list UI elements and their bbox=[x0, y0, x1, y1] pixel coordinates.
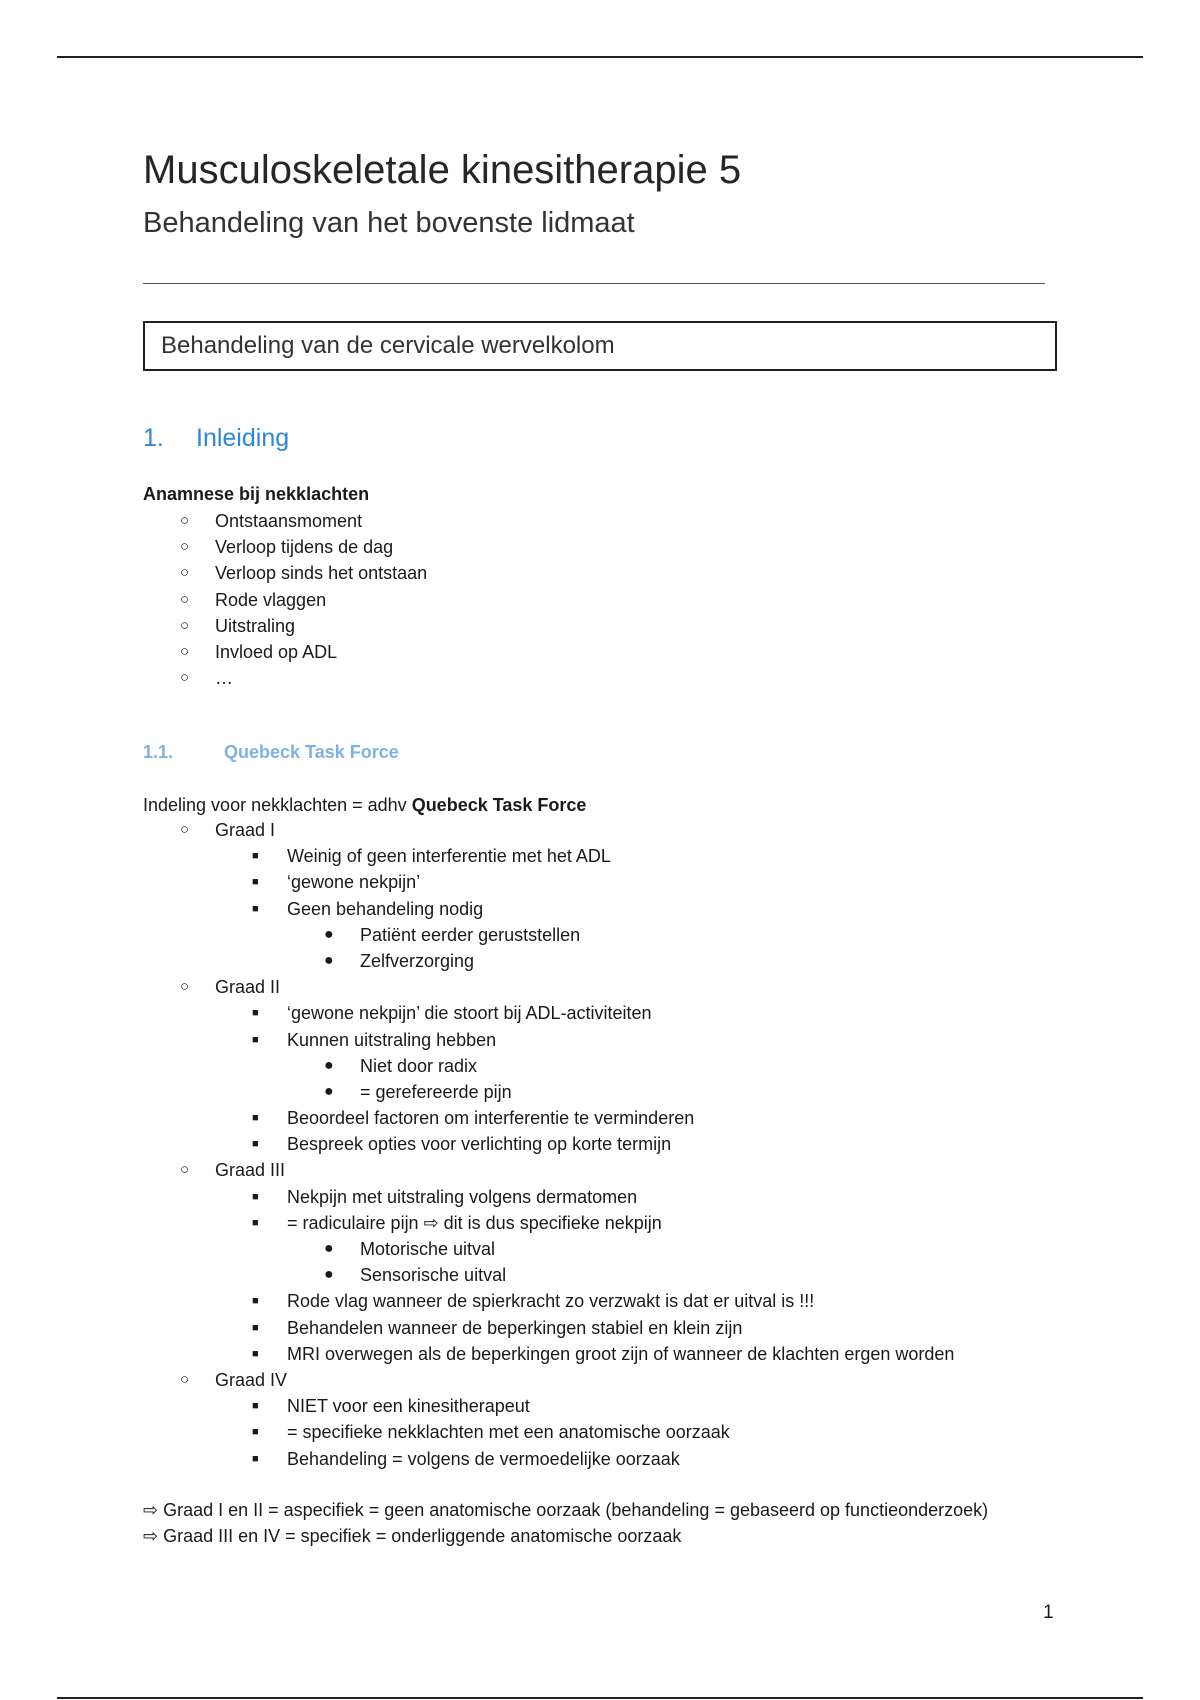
list-item bbox=[143, 560, 427, 586]
list-item-text: Invloed op ADL bbox=[215, 641, 338, 662]
list-item bbox=[143, 1367, 954, 1393]
list-item bbox=[143, 534, 427, 560]
subsection-heading-quebeck bbox=[143, 740, 399, 764]
bullet-marker: ○ bbox=[180, 1370, 190, 1388]
bullet-marker: ■ bbox=[252, 1452, 259, 1465]
subsection-title: Quebeck Task Force bbox=[224, 742, 399, 762]
conclusion-line-1: ⇨ Graad I en II = aspecifiek = geen anatomische oorzaak (behandeling = gebaseerd op functieonderzoek) bbox=[143, 1500, 989, 1520]
bullet-marker: ● bbox=[324, 1082, 334, 1100]
list-item bbox=[143, 1210, 954, 1236]
list-item-text: … bbox=[215, 668, 233, 689]
list-item bbox=[143, 1000, 954, 1026]
list-item bbox=[143, 1079, 954, 1105]
bullet-marker: ■ bbox=[252, 1295, 259, 1308]
quebeck-grade-list bbox=[143, 817, 954, 1472]
list-item bbox=[143, 1446, 954, 1472]
title-underline-rule bbox=[143, 283, 1045, 284]
list-item bbox=[143, 1288, 954, 1314]
anamnese-label: Anamnese bij nekklachten bbox=[143, 484, 370, 504]
section-number: 1. bbox=[143, 424, 164, 452]
list-item-text: Rode vlag wanneer de spierkracht zo verzwakt is dat er uitval is !!! bbox=[287, 1291, 815, 1312]
bullet-marker: ■ bbox=[252, 1400, 259, 1413]
list-item-text: Sensorische uitval bbox=[360, 1265, 507, 1286]
list-item bbox=[143, 639, 427, 665]
bullet-marker: ■ bbox=[252, 1007, 259, 1020]
list-item bbox=[143, 665, 427, 691]
list-item-text: NIET voor een kinesitherapeut bbox=[287, 1396, 530, 1417]
list-item-text: Weinig of geen interferentie met het ADL bbox=[287, 846, 611, 867]
list-item-text: Graad IV bbox=[215, 1369, 288, 1390]
bullet-marker: ○ bbox=[180, 978, 190, 996]
section-title: Inleiding bbox=[196, 424, 290, 452]
bullet-marker: ■ bbox=[252, 1216, 259, 1229]
list-item-text: Kunnen uitstraling hebben bbox=[287, 1029, 497, 1050]
list-item bbox=[143, 817, 954, 843]
bullet-marker: ○ bbox=[180, 512, 190, 529]
subsection-number: 1.1. bbox=[143, 742, 174, 762]
section-heading-inleiding bbox=[143, 421, 289, 455]
list-item bbox=[143, 1157, 954, 1183]
list-item-text: Motorische uitval bbox=[360, 1239, 496, 1259]
list-item bbox=[143, 843, 954, 869]
bullet-marker: ■ bbox=[252, 902, 259, 915]
list-item bbox=[143, 1105, 954, 1131]
list-item bbox=[143, 1236, 954, 1262]
list-item-text: Zelfverzorging bbox=[360, 950, 475, 971]
bullet-marker: ○ bbox=[180, 564, 190, 582]
bullet-marker: ■ bbox=[252, 1112, 259, 1125]
quebeck-intro-text: Indeling voor nekklachten = adhv bbox=[143, 795, 412, 815]
list-item bbox=[143, 587, 427, 613]
document-title: Musculoskeletale kinesitherapie 5 bbox=[143, 148, 742, 192]
bullet-marker: ○ bbox=[180, 538, 190, 556]
list-item-text: = gerefereerde pijn bbox=[360, 1081, 512, 1102]
page-number: 1 bbox=[1043, 1602, 1054, 1623]
bullet-marker: ○ bbox=[180, 616, 190, 634]
list-item-text: Graad II bbox=[215, 977, 281, 998]
list-item-text: Patiënt eerder geruststellen bbox=[360, 924, 581, 945]
page-top-rule bbox=[57, 56, 1143, 58]
list-item bbox=[143, 1131, 954, 1157]
list-item bbox=[143, 1053, 954, 1079]
list-item bbox=[143, 1262, 954, 1288]
list-item bbox=[143, 508, 427, 534]
bullet-marker: ● bbox=[324, 1240, 334, 1257]
list-item-text: Graad III bbox=[215, 1160, 286, 1181]
list-item bbox=[143, 948, 954, 974]
bullet-marker: ○ bbox=[180, 1161, 190, 1179]
bullet-marker: ■ bbox=[252, 876, 259, 889]
boxed-chapter-heading: Behandeling van de cervicale wervelkolom bbox=[143, 321, 1057, 371]
list-item-text: Graad I bbox=[215, 820, 276, 840]
document-subtitle: Behandeling van het bovenste lidmaat bbox=[143, 207, 635, 239]
list-item bbox=[143, 974, 954, 1000]
bullet-marker: ○ bbox=[180, 669, 190, 687]
bullet-marker: ■ bbox=[252, 1347, 259, 1360]
page-bottom-rule bbox=[57, 1697, 1143, 1699]
list-item-text: Verloop sinds het ontstaan bbox=[215, 563, 428, 584]
quebeck-intro bbox=[143, 793, 586, 817]
bullet-marker: ■ bbox=[252, 1033, 259, 1046]
list-item bbox=[143, 613, 427, 639]
list-item-text: Ontstaansmoment bbox=[215, 511, 363, 531]
list-item bbox=[143, 896, 954, 922]
list-item-text: Behandeling = volgens de vermoedelijke oorzaak bbox=[287, 1448, 680, 1469]
bullet-marker: ■ bbox=[252, 850, 259, 863]
list-item-text: MRI overwegen als de beperkingen groot zijn of wanneer de klachten ergen worden bbox=[287, 1343, 955, 1364]
list-item bbox=[143, 922, 954, 948]
list-item-text: ‘gewone nekpijn’ bbox=[287, 872, 421, 893]
bullet-marker: ○ bbox=[180, 590, 190, 608]
bullet-marker: ■ bbox=[252, 1426, 259, 1439]
list-item-text: Geen behandeling nodig bbox=[287, 898, 484, 919]
quebeck-intro-bold: Quebeck Task Force bbox=[411, 795, 587, 815]
bullet-marker: ○ bbox=[180, 642, 190, 660]
list-item-text: Rode vlaggen bbox=[215, 589, 327, 610]
list-item-text: Nekpijn met uitstraling volgens dermatomen bbox=[287, 1186, 638, 1207]
list-item-text: Behandelen wanneer de beperkingen stabiel en klein zijn bbox=[287, 1317, 743, 1338]
anamnese-list bbox=[143, 508, 427, 691]
list-item bbox=[143, 1315, 954, 1341]
bullet-marker: ○ bbox=[180, 821, 190, 838]
list-item-text: Beoordeel factoren om interferentie te verminderen bbox=[287, 1108, 695, 1129]
bullet-marker: ■ bbox=[252, 1321, 259, 1334]
list-item bbox=[143, 1027, 954, 1053]
list-item-text: ‘gewone nekpijn’ die stoort bij ADL-activiteiten bbox=[287, 1003, 652, 1024]
list-item bbox=[143, 1184, 954, 1210]
list-item-text: Uitstraling bbox=[215, 615, 296, 636]
bullet-marker: ● bbox=[324, 1266, 334, 1284]
list-item-text: Verloop tijdens de dag bbox=[215, 537, 394, 558]
bullet-marker: ● bbox=[324, 925, 334, 943]
list-item-text: = radiculaire pijn ⇨ dit is dus specifieke nekpijn bbox=[287, 1212, 662, 1233]
list-item-text: Bespreek opties voor verlichting op korte termijn bbox=[287, 1134, 672, 1155]
list-item bbox=[143, 1393, 954, 1419]
list-item-text: = specifieke nekklachten met een anatomische oorzaak bbox=[287, 1422, 730, 1443]
bullet-marker: ● bbox=[324, 1056, 334, 1074]
list-item bbox=[143, 1341, 954, 1367]
bullet-marker: ■ bbox=[252, 1190, 259, 1203]
list-item bbox=[143, 869, 954, 895]
bullet-marker: ■ bbox=[252, 1138, 259, 1151]
bullet-marker: ● bbox=[324, 951, 334, 969]
list-item bbox=[143, 1419, 954, 1445]
conclusion-line-2: ⇨ Graad III en IV = specifiek = onderliggende anatomische oorzaak bbox=[143, 1526, 682, 1546]
list-item-text: Niet door radix bbox=[360, 1055, 478, 1076]
